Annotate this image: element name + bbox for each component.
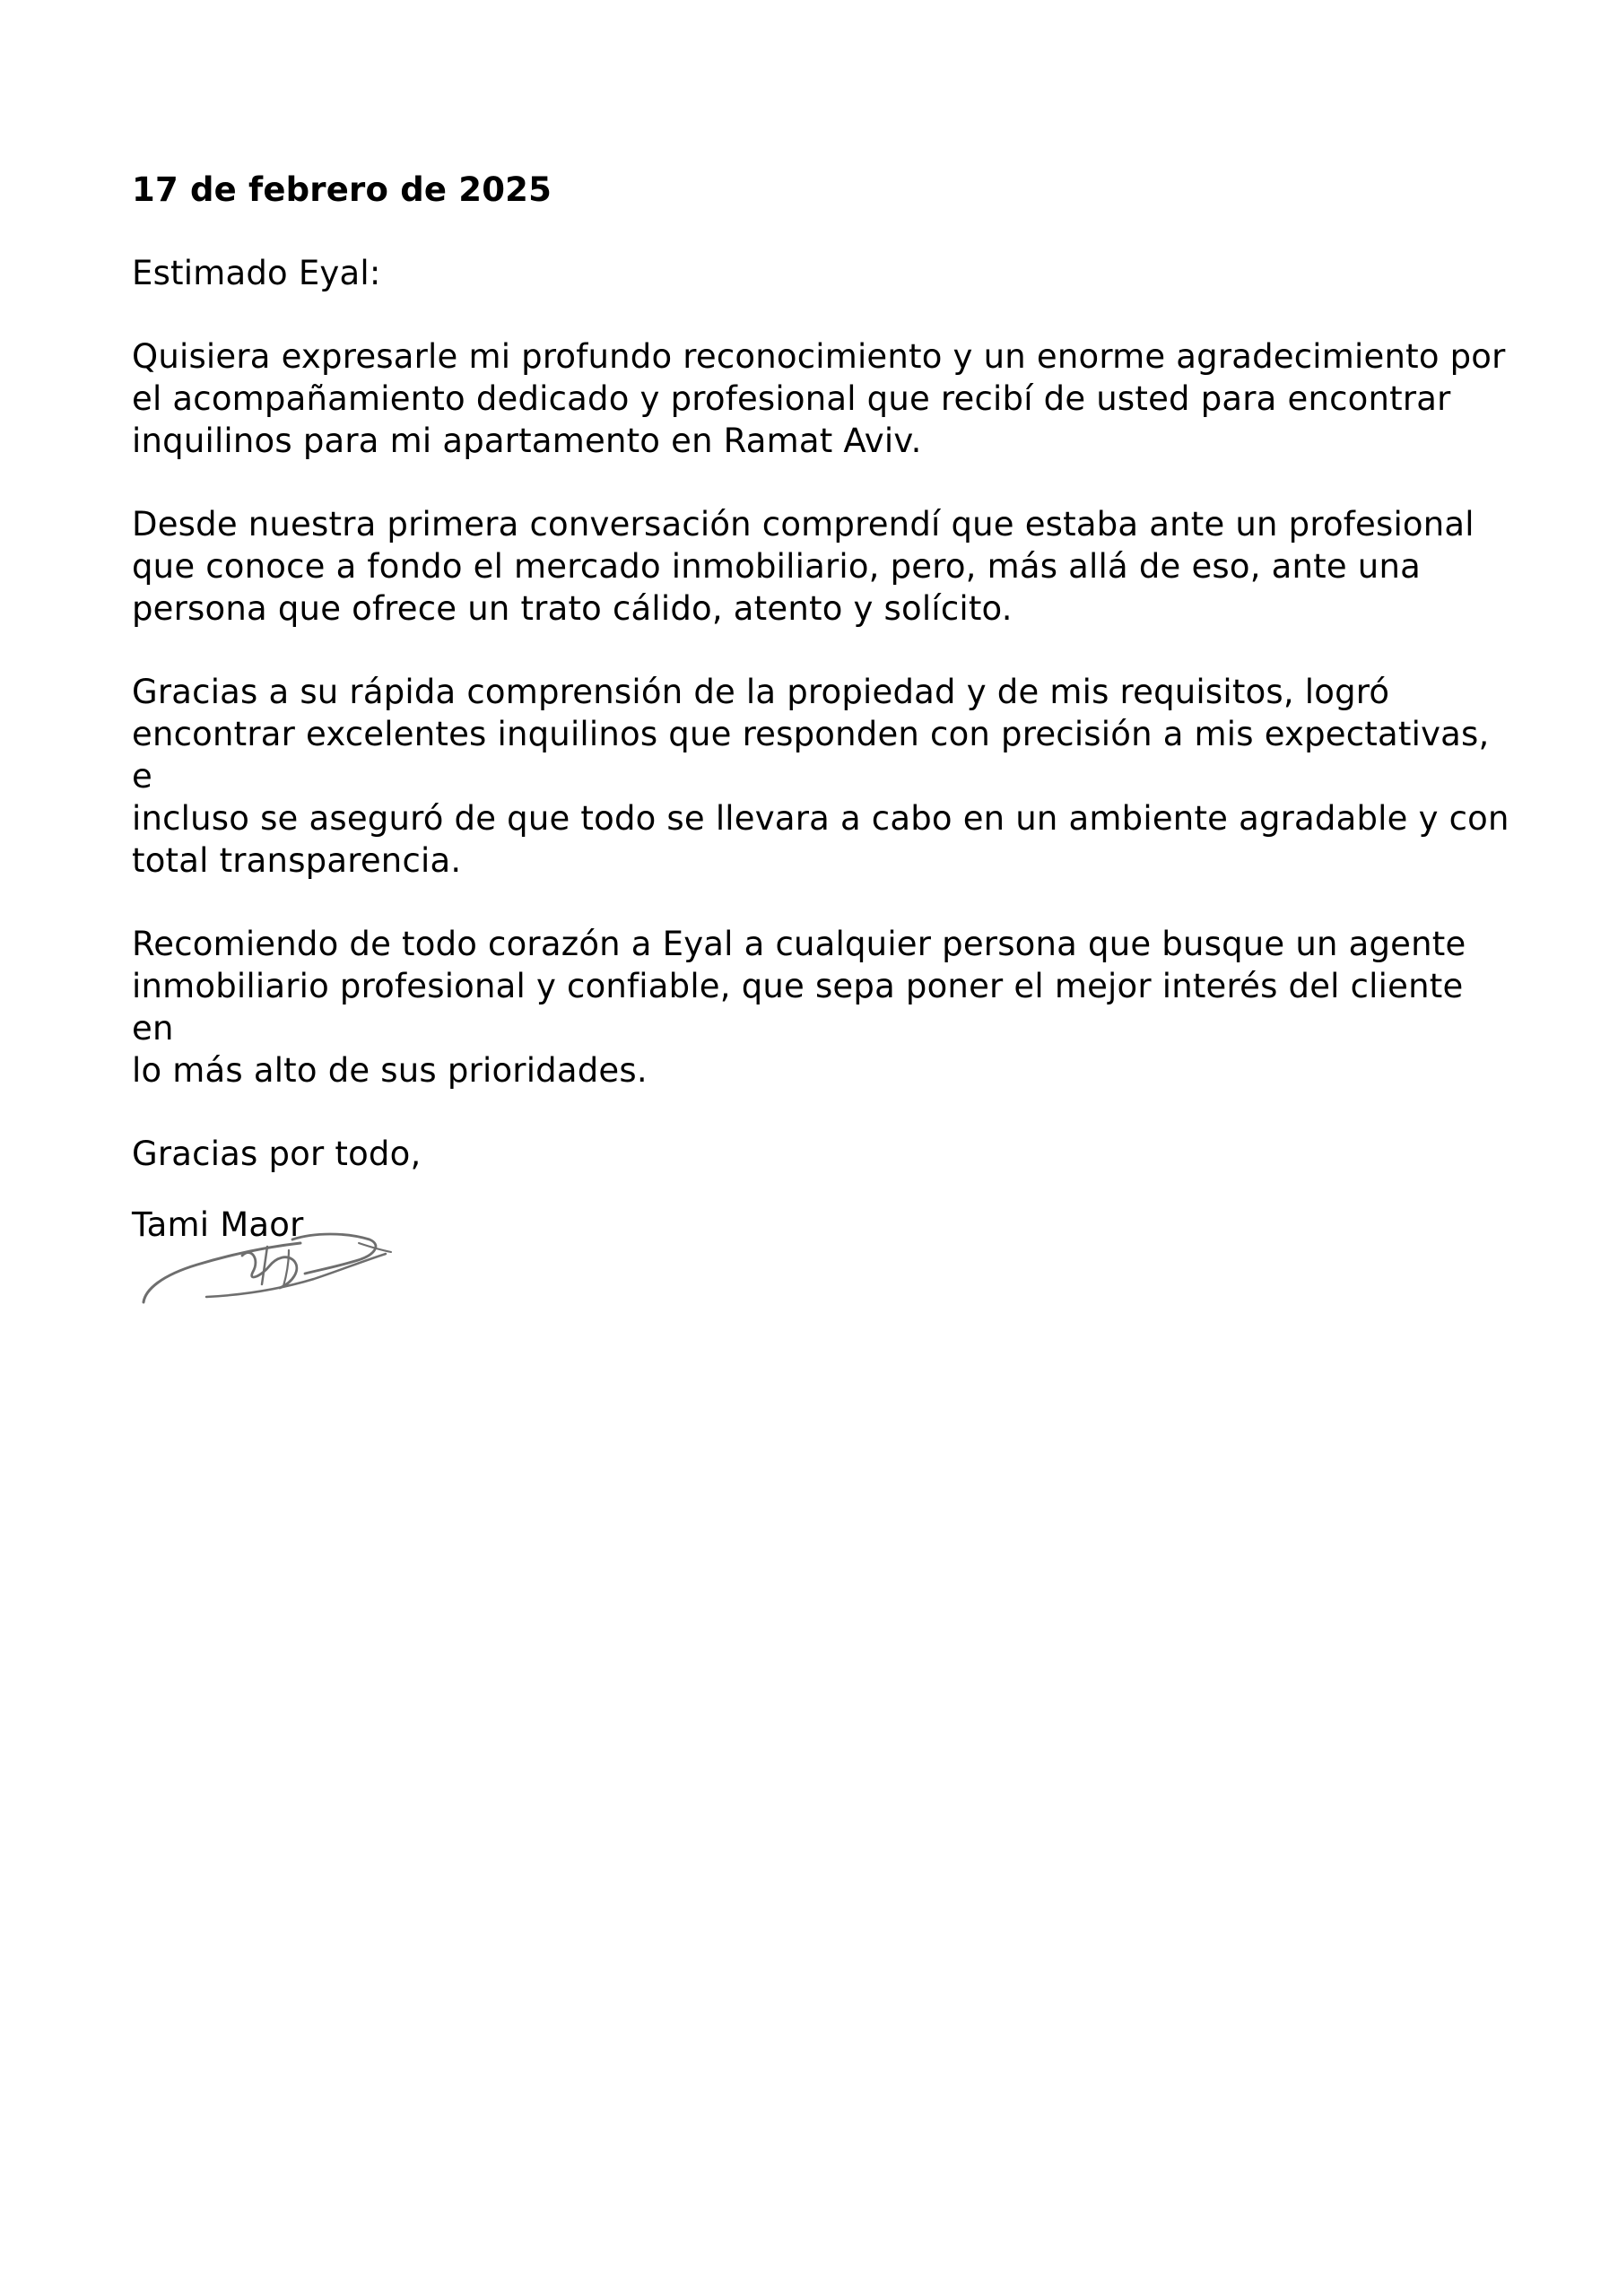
paragraph-line: encontrar excelentes inquilinos que responden con precisión a mis expectativas, e (132, 715, 1490, 796)
paragraph-line: inquilinos para mi apartamento en Ramat Aviv. (132, 422, 922, 460)
paragraph-line: persona que ofrece un trato cálido, atento y solícito. (132, 589, 1013, 628)
paragraph-line: incluso se aseguró de que todo se llevara a cabo en un ambiente agradable y con (132, 799, 1509, 838)
paragraph-line: lo más alto de sus prioridades. (132, 1051, 648, 1090)
signature-stroke (283, 1250, 289, 1286)
signature-stroke (144, 1243, 300, 1302)
signer-name: Tami Maor (132, 1205, 304, 1244)
paragraph-3 (132, 671, 1513, 882)
paragraph-line: Quisiera expresarle mi profundo reconocimiento y un enorme agradecimiento por (132, 337, 1506, 376)
paragraph-line: Recomiendo de todo corazón a Eyal a cualquier persona que busque un agente (132, 925, 1466, 963)
paragraph-4 (132, 923, 1513, 1091)
letter-date: 17 de febrero de 2025 (132, 170, 552, 209)
paragraph-line: inmobiliario profesional y confiable, que sepa poner el mejor interés del cliente en (132, 967, 1464, 1048)
paragraph-line: el acompañamiento dedicado y profesional que recibí de usted para encontrar (132, 379, 1451, 418)
signature-stroke (292, 1234, 376, 1274)
letter-body (132, 169, 1513, 1246)
paragraph-line: total transparencia. (132, 841, 462, 880)
salutation: Estimado Eyal: (132, 254, 381, 292)
paragraph-line: que conoce a fondo el mercado inmobiliario, pero, más allá de eso, ante una (132, 547, 1421, 586)
closing: Gracias por todo, (132, 1135, 422, 1173)
paragraph-1 (132, 335, 1513, 462)
paragraph-2 (132, 503, 1513, 630)
signature-stroke (262, 1247, 267, 1284)
paragraph-line: Gracias a su rápida comprensión de la propiedad y de mis requisitos, logró (132, 673, 1390, 711)
paragraph-line: Desde nuestra primera conversación comprendí que estaba ante un profesional (132, 505, 1474, 544)
handwritten-signature (135, 1220, 395, 1309)
